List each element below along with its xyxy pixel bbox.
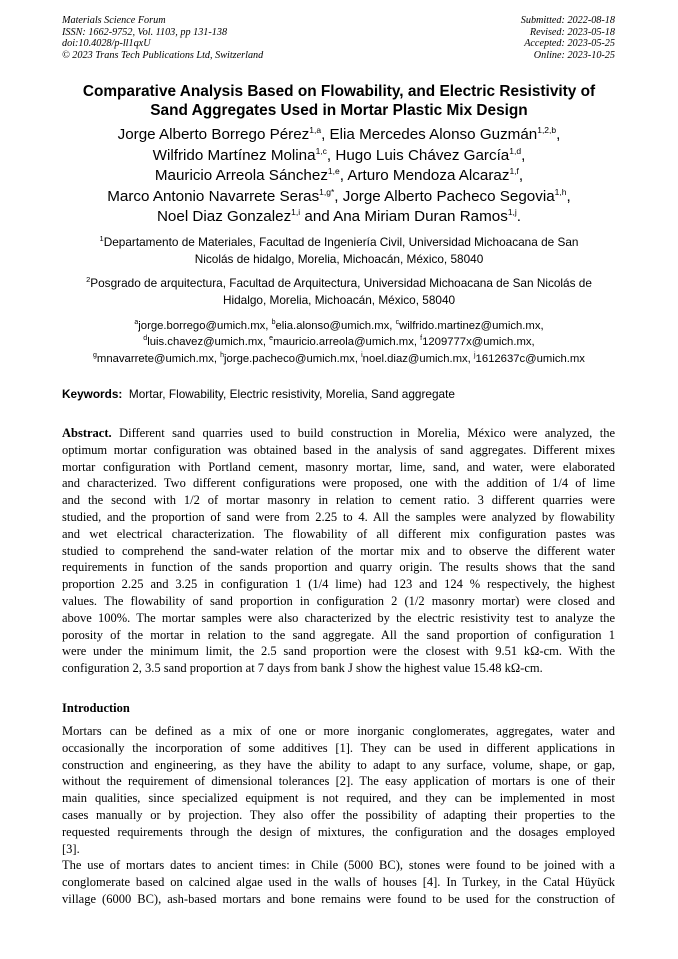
intro-line: [3].: [62, 841, 80, 856]
author-name: , Hugo Luis Chávez García: [326, 146, 510, 164]
email-superscript: j: [473, 352, 476, 360]
affiliation-line: Hidalgo, Morelia, Michoacán, México, 58040: [222, 292, 456, 307]
email-link[interactable]: 1209777x@umich.mx,: [422, 336, 535, 349]
abstract-line: and the second with 1/2 of mortar masonry in relation to cement ratio. 3 different quarries were: [62, 493, 615, 508]
author-line: [40, 166, 638, 187]
author-name: , Arturo Mendoza Alcaraz: [339, 167, 510, 185]
abstract-line: values. The flowability of sand proportion in configuration 2 (1/2 masonry mortar) were closed and: [62, 593, 615, 608]
affiliation-text: Posgrado de arquitectura, Facultad de Arquitectura, Universidad Michoacana de San Nicolás de: [90, 276, 592, 290]
author-name: Wilfrido Martínez Molina: [152, 146, 316, 164]
author-line: [40, 187, 638, 208]
abstract-line: optimum mortar configuration was obtained based in the analysis of sand aggregates. Different mixes: [62, 442, 615, 457]
abstract-line: proportion 2.25 and 3.25 in configuration 1 (1/4 lime) had 123 and 124 % respectively, the highest: [62, 577, 615, 592]
abstract-line: porosity of the mortar in relation to the sand aggregate. All the sand proportion of configuration 1: [62, 627, 615, 642]
email-link[interactable]: jorge.pacheco@umich.mx,: [224, 352, 362, 365]
author-name: Jorge Alberto Borrego Pérez: [117, 126, 310, 143]
email-link[interactable]: luis.chavez@umich.mx,: [147, 336, 270, 349]
author-superscript: 1,i: [291, 207, 301, 218]
abstract: [62, 425, 615, 677]
intro-line: Mortars can be defined as a mix of one or more inorganic conglomerates, aggregates, water and: [62, 724, 615, 738]
email-superscript: h: [220, 352, 225, 360]
author-list: [40, 125, 638, 228]
intro-line: conglomerate based on calcined algae used in the walls of houses [4]. In Turkey, in the Catal Hüyück: [62, 875, 615, 890]
journal-name: Materials Science Forum: [62, 15, 166, 26]
author-line: [40, 125, 638, 146]
author-separator: ,: [518, 167, 524, 185]
email-link[interactable]: mauricio.arreola@umich.mx,: [273, 336, 421, 349]
abstract-line: requirements in function of the sands proportion and quarry origin. The results shows that the sand: [62, 560, 615, 575]
affiliation-superscript: 2: [86, 275, 91, 285]
email-superscript: a: [134, 319, 139, 327]
journal-info: [62, 15, 263, 61]
email-link[interactable]: mnavarrete@umich.mx,: [96, 352, 221, 365]
abstract-label: Abstract.: [62, 426, 112, 440]
journal-copyright: © 2023 Trans Tech Publications Ltd, Switzerland: [62, 49, 264, 61]
author-superscript: 1,h: [554, 186, 567, 197]
affiliation-1: [62, 234, 616, 267]
author-superscript: 1,g*: [319, 186, 335, 197]
email-superscript: i: [361, 352, 363, 360]
author-name: and Ana Miriam Duran Ramos: [300, 208, 508, 226]
email-line: [40, 351, 638, 367]
affiliation-text: Departamento de Materiales, Facultad de Ingeniería Civil, Universidad Michoacana de San: [103, 235, 579, 249]
intro-line: village (6000 BC), ash-based mortars and bone remains were found to be used for the construction of: [62, 891, 615, 906]
email-link[interactable]: wilfrido.martinez@umich.mx,: [399, 320, 544, 332]
author-name: , Jorge Alberto Pacheco Segovia: [334, 187, 555, 205]
email-superscript: c: [395, 319, 400, 327]
author-line: [40, 146, 638, 167]
paper-title: [40, 82, 638, 120]
author-superscript: 1,j: [507, 207, 517, 218]
author-name: , Elia Mercedes Alonso Guzmán: [321, 126, 538, 143]
intro-line: cases manually or by projection. They also offer the possibility of adapting their properties to the: [62, 807, 615, 822]
author-superscript: 1,e: [327, 166, 340, 177]
abstract-line: mortar configuration with Portland cement, masonry mortar, lime, sand, and water, were elaborated: [62, 459, 615, 474]
author-superscript: 1,2,b: [537, 124, 557, 135]
intro-line: occasionally the incorporation of some additives [1]. They can be used in different applications in: [62, 740, 615, 755]
intro-line: The use of mortars dates to ancient times: in Chile (5000 BC), stones were found to be joined with a: [62, 858, 615, 873]
introduction-body: [62, 723, 615, 908]
author-superscript: 1,d: [509, 145, 522, 156]
abstract-line: were under the minimum limit, the 2.5 sand proportion were the closest with 9.51 kΩ-cm. With the: [62, 644, 615, 659]
author-separator: .: [516, 208, 522, 226]
email-link[interactable]: 1612637c@umich.mx: [475, 352, 585, 365]
abstract-line: and wet electrical characterization. The flowability of all different mix configuration pastes was: [62, 526, 615, 541]
affiliation-line: Nicolás de hidalgo, Morelia, Michoacán, México, 58040: [194, 251, 484, 266]
abstract-line: configuration 2, 3.5 sand proportion at 7 days from bank J show the highest value 15.48 kΩ-cm.: [62, 661, 543, 676]
intro-line: construction and engineering, as they have the ability to adapt to any surface, volume, shape, or gap,: [62, 757, 615, 772]
author-name: Marco Antonio Navarrete Seras: [107, 187, 320, 205]
email-superscript: b: [271, 319, 276, 327]
affiliation-superscript: 1: [99, 234, 104, 244]
affiliation-2: [62, 275, 616, 308]
email-line: [40, 334, 638, 350]
keywords-text: Mortar, Flowability, Electric resistivity, Morelia, Sand aggregate: [128, 387, 455, 401]
author-superscript: 1,a: [309, 124, 322, 135]
abstract-line: [62, 425, 615, 442]
section-heading-introduction: Introduction: [62, 701, 130, 715]
email-superscript: g: [93, 352, 97, 360]
keywords: [62, 387, 616, 402]
abstract-line: studied, and the proportion of sand were from 2.25 to 4. All the samples were analyzed by flowability: [62, 509, 615, 524]
author-name: Mauricio Arreola Sánchez: [154, 167, 328, 185]
author-superscript: 1,c: [315, 145, 327, 156]
author-name: Noel Diaz Gonzalez: [156, 208, 292, 226]
author-separator: ,: [521, 146, 526, 164]
email-superscript: d: [143, 335, 148, 343]
email-list: [40, 318, 638, 367]
abstract-line: and characterized. Two different configurations were proposed, one with the addition of 1/4 of lime: [62, 476, 615, 491]
date-accepted: Accepted: 2023-05-25: [524, 38, 615, 50]
date-online: Online: 2023-10-25: [533, 49, 615, 61]
email-superscript: e: [269, 335, 274, 343]
author-separator: ,: [566, 187, 571, 205]
journal-issn: ISSN: 1662-9752, Vol. 1103, pp 131-138: [62, 26, 228, 38]
title-line: Comparative Analysis Based on Flowability, and Electric Resistivity of: [82, 83, 596, 100]
email-link[interactable]: noel.diaz@umich.mx,: [362, 352, 474, 365]
email-link[interactable]: elia.alonso@umich.mx,: [275, 320, 396, 332]
publication-dates: [521, 15, 615, 61]
intro-line: without the requirement of dimensional tolerances [2]. The easy application of mortars is one of their: [62, 774, 615, 789]
affiliation-line: [62, 234, 616, 251]
abstract-line: studied to comprehend the sand-water relation of the mortar mix and to observe the different water: [62, 543, 615, 558]
abstract-line: above 100%. The mortar samples were also characterized by the electric resistivity test to analyze the: [62, 610, 615, 625]
keywords-label: Keywords:: [62, 387, 123, 401]
email-link[interactable]: jorge.borrego@umich.mx,: [138, 320, 272, 332]
abstract-text: Different sand quarries used to build construction in Morelia, México were analyzed, the: [111, 426, 615, 440]
title-line: Sand Aggregates Used in Mortar Plastic Mix Design: [150, 102, 528, 119]
author-separator: ,: [556, 126, 561, 143]
intro-line: main qualities, since specialized equipment is not required, and they can be implemented in most: [62, 791, 615, 806]
email-line: [40, 318, 638, 334]
date-revised: Revised: 2023-05-18: [529, 26, 615, 38]
intro-line: requested requirements through the design of mixtures, the configuration and the dosages employed: [62, 824, 615, 839]
date-submitted: Submitted: 2022-08-18: [520, 15, 615, 26]
affiliation-line: [62, 275, 616, 292]
author-line: [40, 207, 638, 228]
author-superscript: 1,f: [509, 166, 519, 177]
journal-doi: doi:10.4028/p-ll1qxU: [62, 38, 151, 50]
email-superscript: f: [420, 335, 423, 343]
